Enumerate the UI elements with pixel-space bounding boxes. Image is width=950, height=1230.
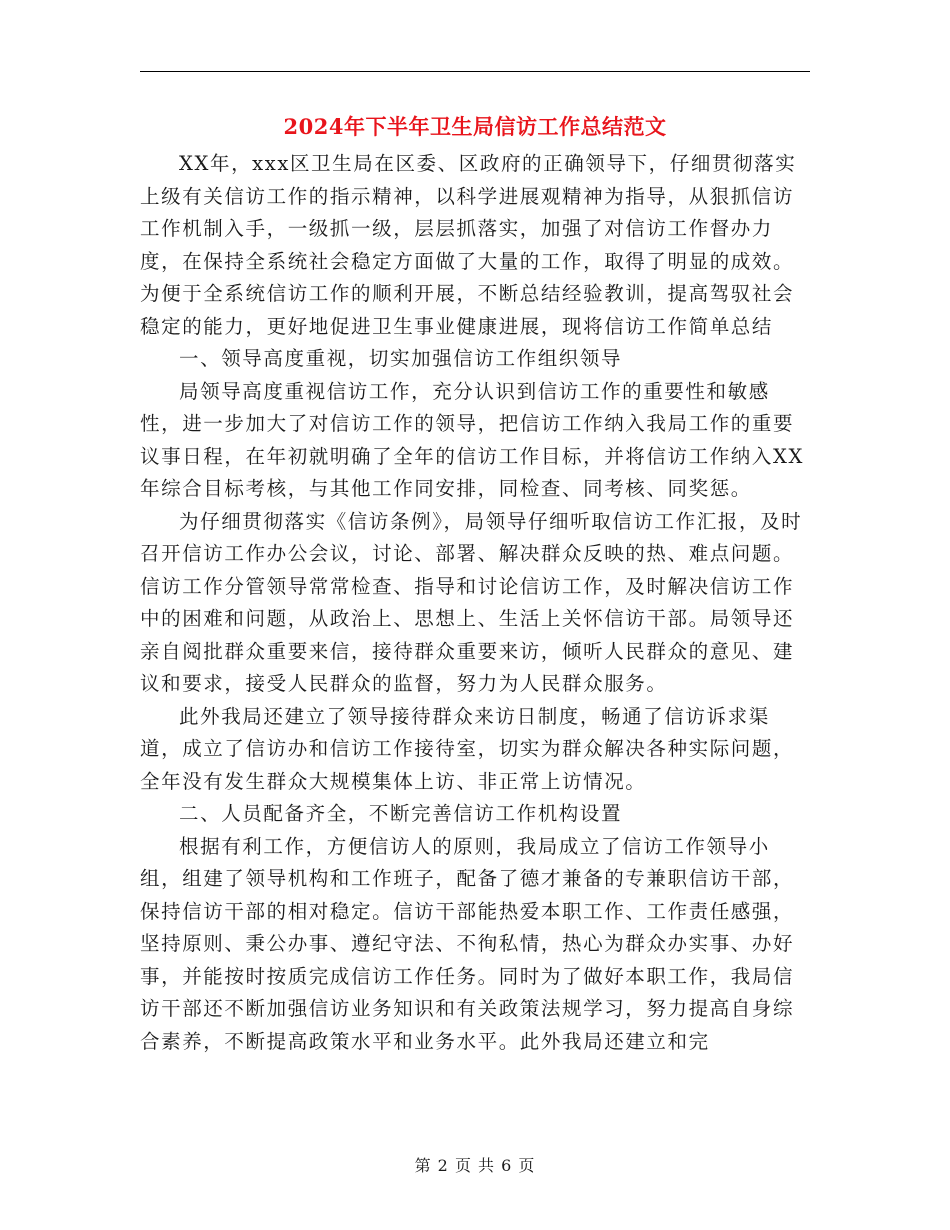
paragraph: 此外我局还建立了领导接待群众来访日制度，畅通了信访诉求渠道，成立了信访办和信访工作接待室，切实为群众解决各种实际问题，全年没有发生群众大规模集体上访、非正常上访情况。: [140, 704, 795, 793]
document-title: 2024年下半年卫生局信访工作总结范文: [283, 114, 667, 139]
paragraph: 局领导高度重视信访工作，充分认识到信访工作的重要性和敏感性，进一步加大了对信访工作的领导，把信访工作纳入我局工作的重要议事日程，在年初就明确了全年的信访工作目标，并将信访工作纳入XX年综合目标考核，与其他工作同安排，同检查、同考核、同奖惩。: [140, 379, 804, 500]
section-heading-2: 二、人员配备齐全，不断完善信访工作机构设置: [179, 802, 623, 825]
paragraph-intro: XX年，xxx区卫生局在区委、区政府的正确领导下，仔细贯彻落实上级有关信访工作的指示精神，以科学进展观精神为指导，从狠抓信访工作机制入手，一级抓一级，层层抓落实，加强了对信访工作督办力度，在保持全系统社会稳定方面做了大量的工作，取得了明显的成效。为便于全系统信访工作的顺利开展，不断总结经验教训，提高驾驭社会稳定的能力，更好地促进卫生事业健康进展，现将信访工作简单总结: [140, 152, 797, 338]
paragraph: 根据有利工作，方便信访人的原则，我局成立了信访工作领导小组，组建了领导机构和工作班子，配备了德才兼备的专兼职信访干部，保持信访干部的相对稳定。信访干部能热爱本职工作、工作责任感强，坚持原则、秉公办事、遵纪守法、不徇私情，热心为群众办实事、办好事，并能按时按质完成信访工作任务。同时为了做好本职工作，我局信访干部还不断加强信访业务知识和有关政策法规学习，努力提高自身综合素养，不断提高政策水平和业务水平。此外我局还建立和完: [140, 834, 795, 1053]
paragraph: 为仔细贯彻落实《信访条例》，局领导仔细听取信访工作汇报，及时召开信访工作办公会议，讨论、部署、解决群众反映的热、难点问题。信访工作分管领导常常检查、指导和讨论信访工作，及时解决信访工作中的困难和问题，从政治上、思想上、生活上关怀信访干部。局领导还亲自阅批群众重要来信，接待群众重要来访，倾听人民群众的意见、建议和要求，接受人民群众的监督，努力为人民群众服务。: [140, 509, 803, 695]
page-number: 第 2 页 共 6 页: [414, 1156, 536, 1175]
section-heading-1: 一、领导高度重视，切实加强信访工作组织领导: [179, 347, 623, 370]
document-body: [140, 148, 810, 1058]
header-rule: [140, 71, 810, 72]
